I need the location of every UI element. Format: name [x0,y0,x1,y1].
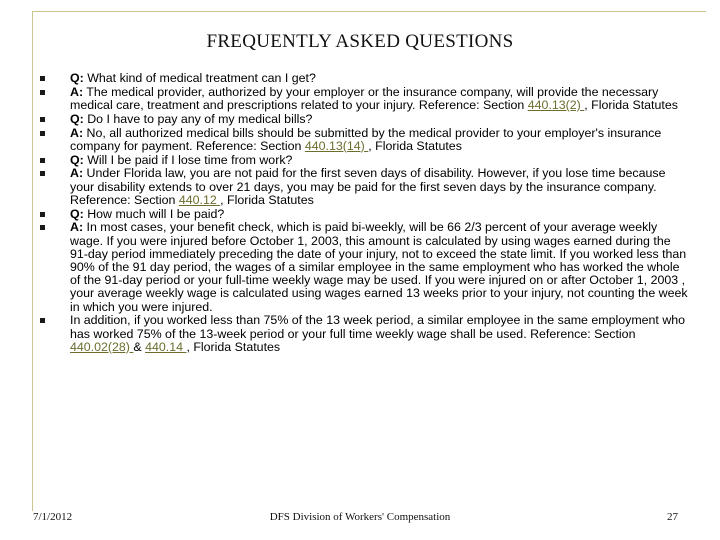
answer-text: No, all authorized medical bills should be submitted by the medical provider to your employer's insurance company for payment. Reference: Section [70,125,662,153]
answer-label: A: [70,166,84,181]
list-item [38,127,688,153]
list-item [38,314,688,354]
answer-label: A: [70,220,84,235]
question-label: Q: [70,71,84,85]
question-text: How much will I be paid? [83,206,225,221]
square-bullet-icon [40,76,45,81]
list-item [38,72,688,85]
note-text: In addition, if you worked less than 75% of the 13 week period, a similar employee in the same employment who has worked 75% of the 13-week period or your full time weekly wage shall be used. Reference: Section [70,313,686,341]
answer-text: The medical provider, authorized by your employer or the insurance company, will provide the necessary medical care, treatment and prescriptions related to your injury. Reference: Section [70,84,659,112]
question-text: Will I be paid if I lose time from work? [83,152,293,167]
footer-date: 7/1/2012 [33,511,73,523]
square-bullet-icon [40,212,45,217]
list-item [38,167,688,207]
page-number: 27 [667,511,678,523]
statute-link[interactable]: 440.13(2) [527,98,585,112]
answer-text-end: , Florida Statutes [220,192,314,207]
square-bullet-icon [40,90,45,95]
slide-frame-left [32,11,33,511]
statute-link[interactable]: 440.02(28) [70,339,134,354]
note-text-end: , Florida Statutes [186,339,281,354]
list-item [38,113,688,126]
answer-text-end: , Florida Statutes [584,98,678,112]
answer-label: A: [70,125,84,140]
question-label: Q: [70,152,84,167]
list-item [38,86,688,112]
page-title: FREQUENTLY ASKED QUESTIONS [206,31,514,52]
statute-link-2[interactable]: 440.14 [145,339,187,354]
faq-list [38,72,688,355]
square-bullet-icon [40,117,45,122]
square-bullet-icon [40,225,45,230]
list-item [38,208,688,221]
question-text: What kind of medical treatment can I get? [83,71,316,85]
statute-link[interactable]: 440.13(14) [304,138,369,153]
square-bullet-icon [40,171,45,176]
note-joiner: & [133,339,146,354]
list-item [38,154,688,167]
question-label: Q: [70,111,84,126]
square-bullet-icon [40,131,45,136]
square-bullet-icon [40,158,45,163]
question-text: Do I have to pay any of my medical bills? [83,111,313,126]
answer-text: In most cases, your benefit check, which is paid bi-weekly, will be 66 2/3 percent of your average weekly wage. If you were injured before October 1, 2003, this amount is calculated by using wages earned during the 91-day period immediately preceding the date of your injury, not to exceed the state limit. If you worked less than 90% of the 91 day period, the wages of a similar employee in the same employment who has worked the whole of the 91-day period or your full-time weekly wage may be used. If you were injured on or after October 1, 2003 , your average weekly wage is calculated using wages earned 13 weeks prior to your injury, not counting the week in which you were injured. [70,220,688,314]
answer-text: Under Florida law, you are not paid for the first seven days of disability. However, if you lose time because your disability extends to over 21 days, you may be paid for the first seven days by the insurance company. Reference: Section [70,166,666,207]
question-label: Q: [70,206,84,221]
answer-text-end: , Florida Statutes [368,138,462,153]
answer-label: A: [70,84,84,99]
statute-link[interactable]: 440.12 [178,192,221,207]
list-item [38,221,688,313]
square-bullet-icon [40,318,45,323]
footer-organization: DFS Division of Workers' Compensation [269,511,451,523]
